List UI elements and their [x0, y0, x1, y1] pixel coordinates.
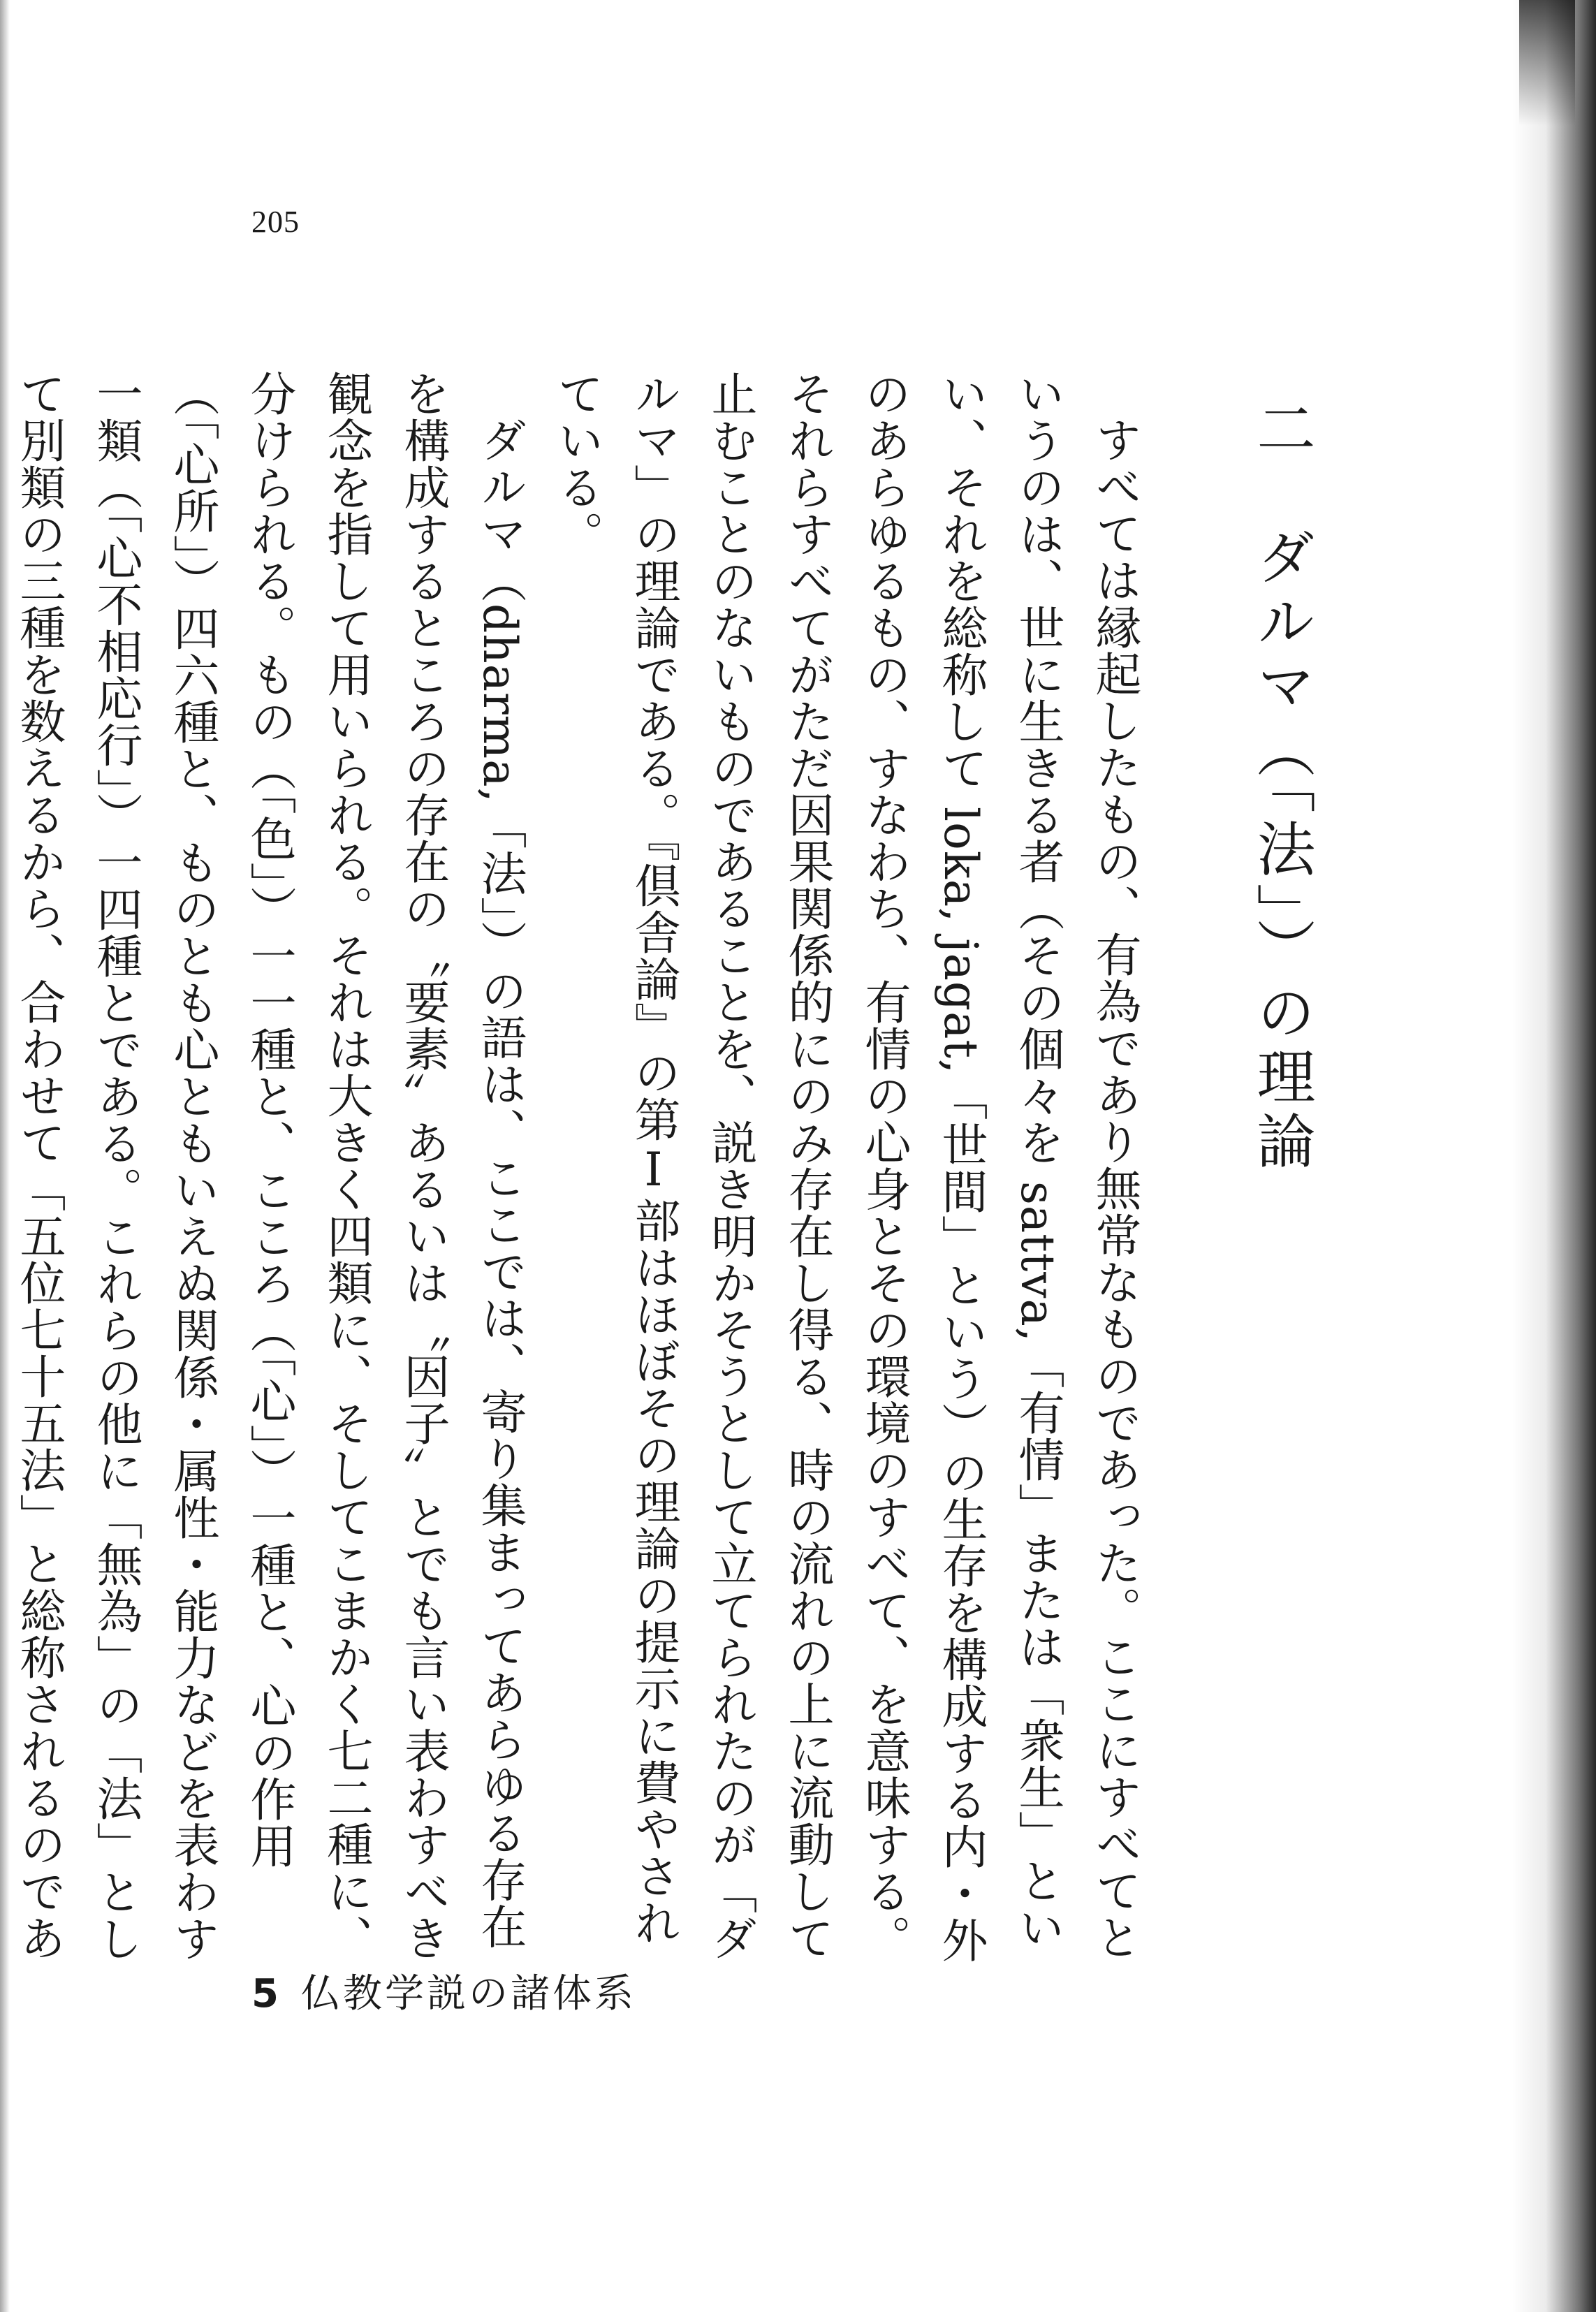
body-text: [12, 370, 1327, 1970]
chapter-title: 二 ダルマ（「法」）の理論: [1247, 398, 1316, 1175]
chapter-number: 5: [251, 1971, 281, 2017]
book-binding-corner: [1519, 0, 1575, 126]
book-binding-edge: [1512, 0, 1596, 2312]
chapter-running-title: 仏教学説の諸体系: [300, 1971, 636, 2017]
paragraph-1: すべては縁起したもの、有為であり無常なものであった。ここにすべてというのは、世に生きる者（その個々を sattva,「有情」または「衆生」といい、それを総称して loka, jagat,「世間」という）の生存を構成する内・外のあらゆるもの、すなわち、有情の心身とその環境のすべて、を意味する。それらすべてがただ因果関係的にのみ存在し得る、時の流れの上に流動して止むことのないものであることを、説き明かそうとして立てられたのが「ダルマ」の理論である。『倶舎論』の第Ⅰ部はほぼその理論の提示に費やされている。: [550, 370, 1141, 1964]
page-number: 205: [251, 205, 300, 239]
running-footer: [251, 1963, 636, 2019]
paragraph-2: ダルマ（dharma,「法」）の語は、ここでは、寄り集まってあらゆる存在を構成するところの存在の〝要素〟あるいは〝因子〟とでも言い表わすべき観念を指して用いられる。それは大きく四類に、そしてこまかく七二種に、分けられる。もの（「色」）一一種と、こころ（「心」）一種と、心の作用（「心所」）四六種と、ものとも心ともいえぬ関係・属性・能力などを表わす一類（「心不相応行」）一四種とである。これらの他に「無為」の「法」として別類の三種を数えるから、合わせて「五位七十五法」と総称されるのであ: [12, 370, 527, 1962]
